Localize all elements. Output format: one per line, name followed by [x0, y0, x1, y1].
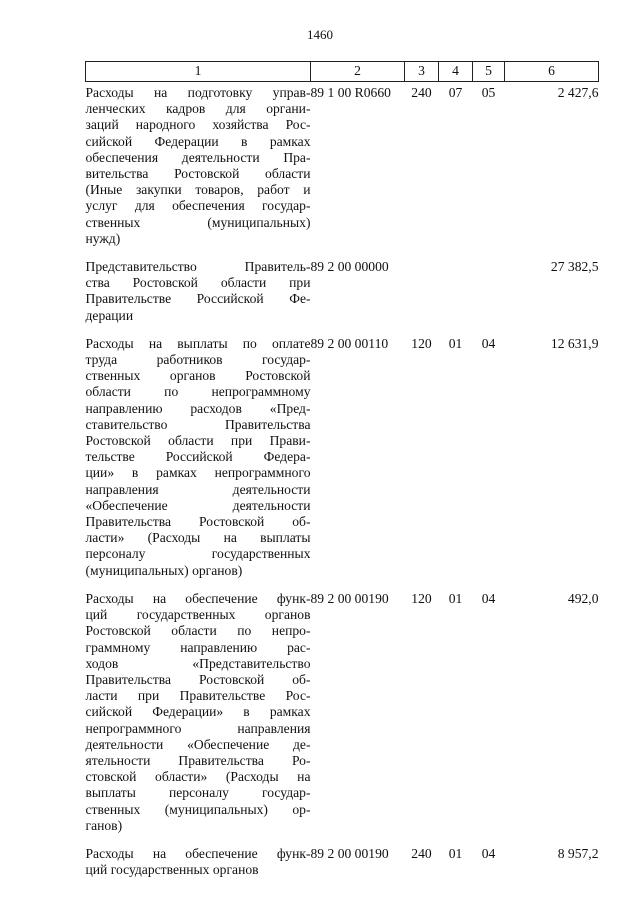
expense-type-code: 240 [411, 845, 432, 861]
budget-table [85, 61, 599, 887]
expense-name-line: ций государственных органов [85, 862, 259, 878]
budget-code: 89 2 00 00110 [310, 335, 389, 351]
subsection-code: 04 [481, 845, 496, 861]
expense-name-line: ций государственных органов [85, 607, 311, 623]
expense-name-line: Ростовской области при Прави- [85, 433, 311, 449]
page-number: 1460 [307, 27, 333, 42]
table-row [86, 843, 599, 887]
subsection-code: 04 [481, 590, 496, 606]
expense-type-code: 120 [411, 590, 432, 606]
expense-name-line: услуг для обеспечения государ- [85, 198, 311, 214]
expense-name-line: (Иные закупки товаров, работ и [85, 182, 311, 198]
expense-name [86, 256, 311, 333]
expense-name-line: вительства Ростовской области [85, 166, 311, 182]
header-col-2: 2 [311, 62, 405, 82]
expense-name-line: «Обеспечение деятельности [85, 497, 311, 513]
expense-type-code: 240 [411, 85, 432, 100]
expense-type-code [405, 256, 439, 333]
expense-name-line: ставительство Правительства [85, 416, 311, 432]
table-row [86, 82, 599, 257]
expense-name-line: заций народного хозяйства Рос- [85, 117, 311, 133]
header-col-5: 5 [473, 62, 505, 82]
budget-code: 89 2 00 00190 [310, 845, 389, 861]
expense-name-line: ласти при Правительстве Рос- [85, 688, 311, 704]
expense-name-line: сийской Федерации» в рамках [85, 704, 311, 720]
expense-name-line: ственных органов Ростовской [85, 368, 311, 384]
expense-name-line: Правительстве Российской Фе- [85, 291, 311, 307]
section-code [439, 256, 473, 333]
expense-name-line: Расходы на выплаты по оплате [85, 335, 311, 351]
subsection-code: 04 [481, 335, 496, 351]
section-code: 07 [448, 85, 463, 100]
expense-name-line: Ростовской области по непро- [85, 623, 311, 639]
expense-name-line: направления деятельности [85, 481, 311, 497]
header-col-6: 6 [505, 62, 599, 82]
header-col-3: 3 [405, 62, 439, 82]
header-col-4: 4 [439, 62, 473, 82]
expense-name-line: ятельности Правительства Ро- [85, 752, 311, 768]
amount: 492,0 [567, 590, 599, 606]
amount: 12 631,9 [550, 335, 599, 351]
section-code: 01 [448, 845, 463, 861]
expense-name-line: тельстве Российской Федера- [85, 449, 311, 465]
budget-code: 89 1 00 R0660 [310, 85, 391, 100]
section-code: 01 [448, 590, 463, 606]
subsection-code: 05 [481, 85, 496, 100]
expense-name-line: персоналу государственных [85, 546, 311, 562]
expense-type-code: 120 [411, 335, 432, 351]
expense-name [86, 82, 311, 257]
expense-name-line: (муниципальных) органов) [85, 562, 243, 578]
expense-name-line: Расходы на обеспечение функ- [85, 845, 311, 861]
expense-name-line: ласти» (Расходы на выплаты [85, 530, 311, 546]
amount: 2 427,6 [557, 85, 599, 100]
expense-name [86, 588, 311, 843]
expense-name [86, 843, 311, 887]
expense-name-line: сийской Федерации в рамках [85, 133, 311, 149]
expense-name-line: области по непрограммному [85, 384, 311, 400]
expense-name-line: обеспечения деятельности Пра- [85, 149, 311, 165]
expense-name-line: ганов) [85, 817, 123, 833]
expense-name-line: непрограммного направления [85, 720, 311, 736]
expense-name-line: нужд) [85, 230, 121, 246]
budget-code: 89 2 00 00000 [310, 259, 389, 275]
expense-name-line: ции» в рамках непрограммного [85, 465, 311, 481]
expense-name-line: ленческих кадров для органи- [85, 101, 311, 117]
expense-name-line: ходов «Представительство [85, 655, 311, 671]
expense-name [86, 333, 311, 588]
expense-name-line: ства Ростовской области при [85, 275, 311, 291]
expense-name-line: стовской области» (Расходы на [85, 769, 311, 785]
expense-name-line: ственных (муниципальных) ор- [85, 801, 311, 817]
expense-name-line: Расходы на подготовку управ- [85, 85, 311, 100]
budget-code: 89 2 00 00190 [310, 590, 389, 606]
expense-name-line: Расходы на обеспечение функ- [85, 590, 311, 606]
expense-name-line: деятельности «Обеспечение де- [85, 736, 311, 752]
expense-name-line: выплаты персоналу государ- [85, 785, 311, 801]
table-row [86, 256, 599, 333]
subsection-code [473, 256, 505, 333]
expense-name-line: ственных (муниципальных) [85, 214, 311, 230]
expense-name-line: Представительство Правитель- [85, 259, 311, 275]
expense-name-line: Правительства Ростовской об- [85, 514, 311, 530]
amount: 27 382,5 [550, 259, 599, 275]
expense-name-line: дерации [85, 307, 134, 323]
section-code: 01 [448, 335, 463, 351]
expense-name-line: граммному направлению рас- [85, 639, 311, 655]
table-row [86, 333, 599, 588]
table-body [86, 82, 599, 888]
table-row [86, 588, 599, 843]
amount: 8 957,2 [557, 845, 599, 861]
expense-name-line: труда работников государ- [85, 352, 311, 368]
header-col-1: 1 [86, 62, 311, 82]
expense-name-line: направлению расходов «Пред- [85, 400, 311, 416]
expense-name-line: Правительства Ростовской об- [85, 671, 311, 687]
table-header-row [86, 62, 599, 82]
